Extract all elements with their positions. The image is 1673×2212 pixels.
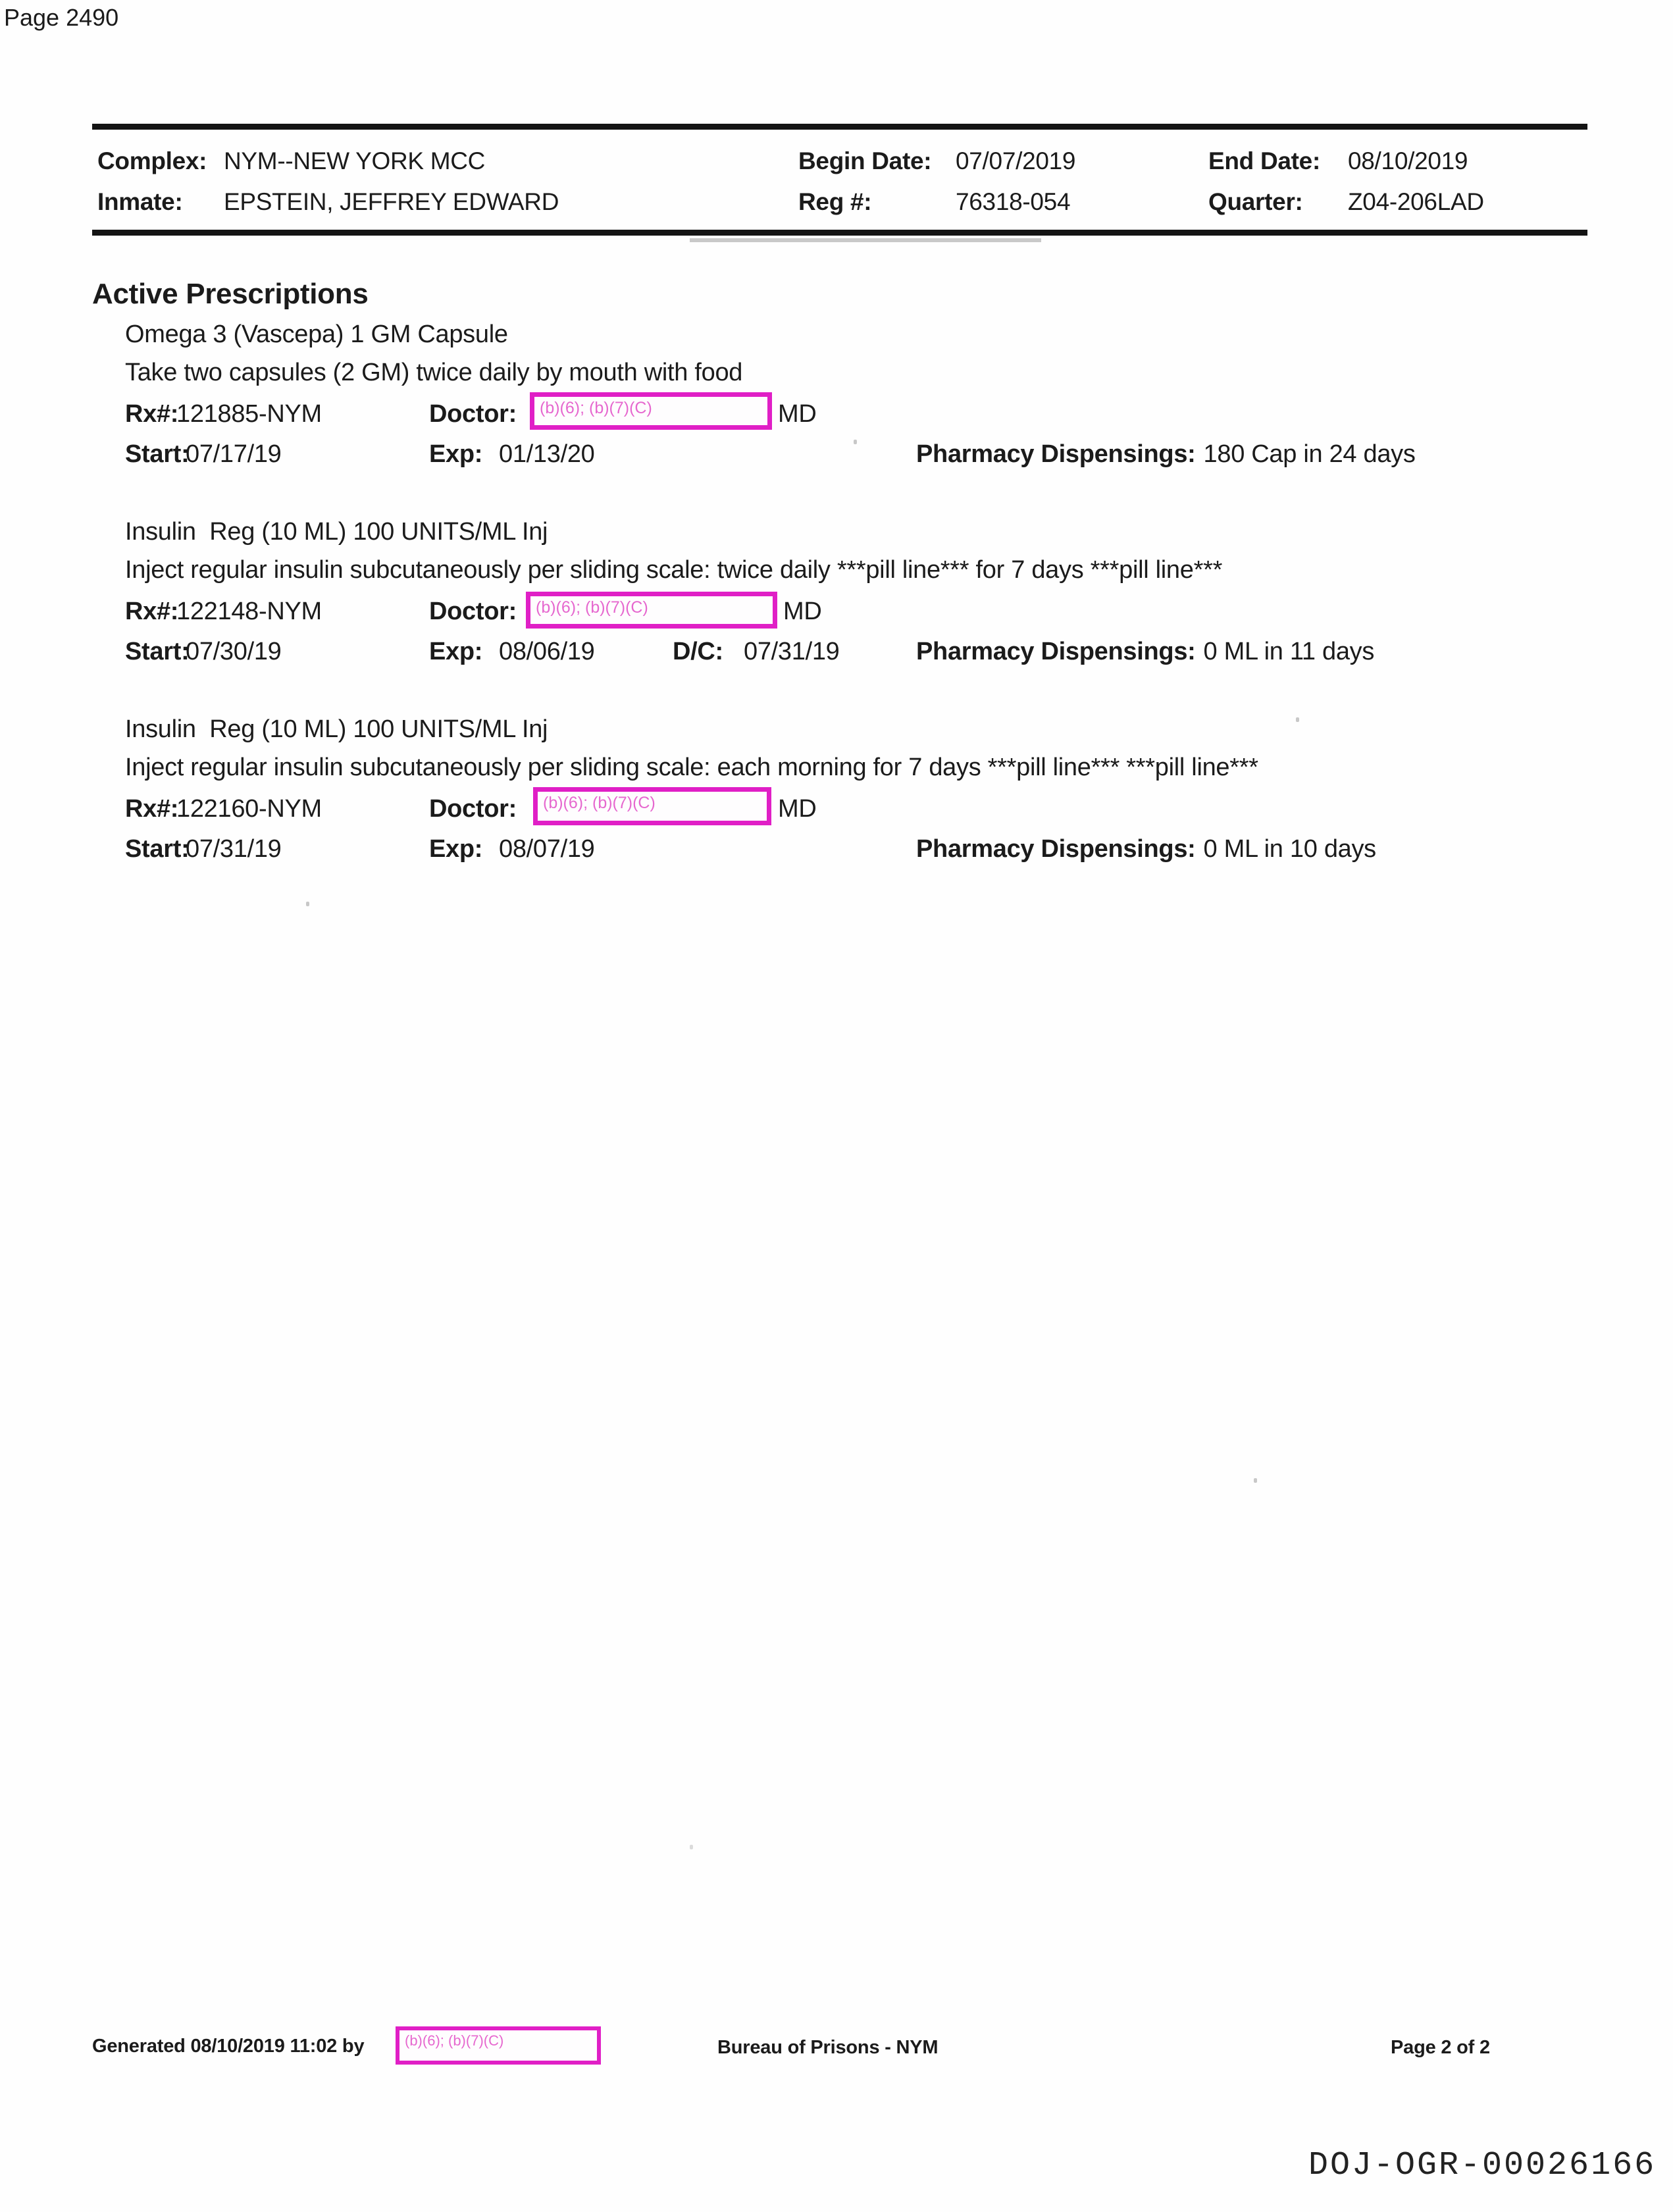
- reg-number-value: 76318-054: [956, 188, 1071, 215]
- inmate-label: Inmate:: [97, 188, 183, 215]
- scan-speck: [854, 440, 857, 444]
- medication-sig: Inject regular insulin subcutaneously per sliding scale: twice daily ***pill line*** for 7 days ***pill line***: [125, 556, 1223, 584]
- prescription-entry: [0, 321, 1673, 495]
- start-date-value: 07/30/19: [186, 638, 282, 665]
- complex-value: NYM--NEW YORK MCC: [224, 147, 486, 174]
- pharmacy-dispensings-value: 0 ML in 10 days: [1203, 835, 1376, 863]
- pharmacy-dispensings: [916, 638, 1374, 666]
- pharmacy-dispensings-label: Pharmacy Dispensings:: [916, 638, 1196, 665]
- begin-date-label: Begin Date:: [798, 147, 932, 174]
- scan-speck: [1254, 1478, 1257, 1483]
- doctor-credential-suffix: MD: [778, 400, 817, 428]
- medication-sig: Take two capsules (2 GM) twice daily by mouth with food: [125, 359, 743, 386]
- doctor-name-redaction-box: [526, 592, 777, 629]
- dc-date-value: 07/31/19: [744, 638, 840, 665]
- end-date-value: 08/10/2019: [1348, 147, 1468, 174]
- section-title-active-prescriptions: Active Prescriptions: [92, 278, 369, 310]
- quarter-label: Quarter:: [1208, 188, 1303, 215]
- doctor-credential-suffix: MD: [778, 795, 817, 823]
- pharmacy-dispensings-label: Pharmacy Dispensings:: [916, 835, 1196, 863]
- scan-page-number: Page 2490: [4, 4, 119, 31]
- rx-number-value: 121885-NYM: [176, 400, 322, 428]
- exp-date-value: 08/06/19: [499, 638, 595, 665]
- start-date-label: Start:: [125, 835, 190, 863]
- begin-date-value: 07/07/2019: [956, 147, 1076, 174]
- prescription-entry: [0, 715, 1673, 890]
- inmate-value: EPSTEIN, JEFFREY EDWARD: [224, 188, 559, 215]
- doctor-label: Doctor:: [429, 400, 517, 428]
- header-rule-scan-shadow: [690, 238, 1041, 242]
- rx-number-label: Rx#:: [125, 598, 179, 625]
- generated-by-redaction-box: [396, 2026, 601, 2065]
- pharmacy-dispensings-value: 180 Cap in 24 days: [1203, 440, 1416, 468]
- scan-speck: [1296, 717, 1299, 722]
- generated-by-label: Generated 08/10/2019 11:02 by: [92, 2036, 365, 2057]
- reg-number-label: Reg #:: [798, 188, 872, 215]
- exp-date-value: 08/07/19: [499, 835, 595, 863]
- header-bottom-rule: [92, 230, 1587, 236]
- complex-label: Complex:: [97, 147, 207, 174]
- end-date-label: End Date:: [1208, 147, 1320, 174]
- rx-number-label: Rx#:: [125, 795, 179, 823]
- medication-sig: Inject regular insulin subcutaneously per sliding scale: each morning for 7 days ***pill line*** ***pill line***: [125, 754, 1258, 781]
- rx-number-value: 122148-NYM: [176, 598, 322, 625]
- header-top-rule: [92, 124, 1587, 130]
- start-date-label: Start:: [125, 638, 190, 665]
- redaction-exemption-code: (b)(6); (b)(7)(C): [543, 794, 656, 812]
- redaction-exemption-code: (b)(6); (b)(7)(C): [540, 399, 652, 417]
- start-date-value: 07/17/19: [186, 440, 282, 468]
- redaction-exemption-code: (b)(6); (b)(7)(C): [405, 2032, 504, 2049]
- exp-date-value: 01/13/20: [499, 440, 595, 468]
- doctor-label: Doctor:: [429, 795, 517, 823]
- pharmacy-dispensings-label: Pharmacy Dispensings:: [916, 440, 1196, 468]
- exp-date-label: Exp:: [429, 835, 483, 863]
- doctor-label: Doctor:: [429, 598, 517, 625]
- rx-number-value: 122160-NYM: [176, 795, 322, 823]
- scan-speck: [306, 902, 309, 906]
- medication-name: Omega 3 (Vascepa) 1 GM Capsule: [125, 321, 508, 348]
- pharmacy-dispensings: [916, 440, 1416, 469]
- bates-number: DOJ-OGR-00026166: [1308, 2147, 1657, 2184]
- rx-number-label: Rx#:: [125, 400, 179, 428]
- medication-name: Insulin Reg (10 ML) 100 UNITS/ML Inj: [125, 518, 548, 546]
- prescription-entry: [0, 518, 1673, 692]
- pharmacy-dispensings: [916, 835, 1376, 863]
- doctor-credential-suffix: MD: [783, 598, 822, 625]
- footer-org-name: Bureau of Prisons - NYM: [717, 2037, 939, 2058]
- exp-date-label: Exp:: [429, 440, 483, 468]
- scan-speck: [690, 1845, 693, 1849]
- footer-page-indicator: Page 2 of 2: [1391, 2037, 1490, 2058]
- dc-date-label: D/C:: [673, 638, 723, 665]
- pharmacy-dispensings-value: 0 ML in 11 days: [1203, 638, 1375, 665]
- medication-name: Insulin Reg (10 ML) 100 UNITS/ML Inj: [125, 715, 548, 743]
- exp-date-label: Exp:: [429, 638, 483, 665]
- quarter-value: Z04-206LAD: [1348, 188, 1484, 215]
- doctor-name-redaction-box: [530, 392, 772, 430]
- redaction-exemption-code: (b)(6); (b)(7)(C): [536, 598, 648, 617]
- start-date-label: Start:: [125, 440, 190, 468]
- doctor-name-redaction-box: [533, 787, 771, 825]
- start-date-value: 07/31/19: [186, 835, 282, 863]
